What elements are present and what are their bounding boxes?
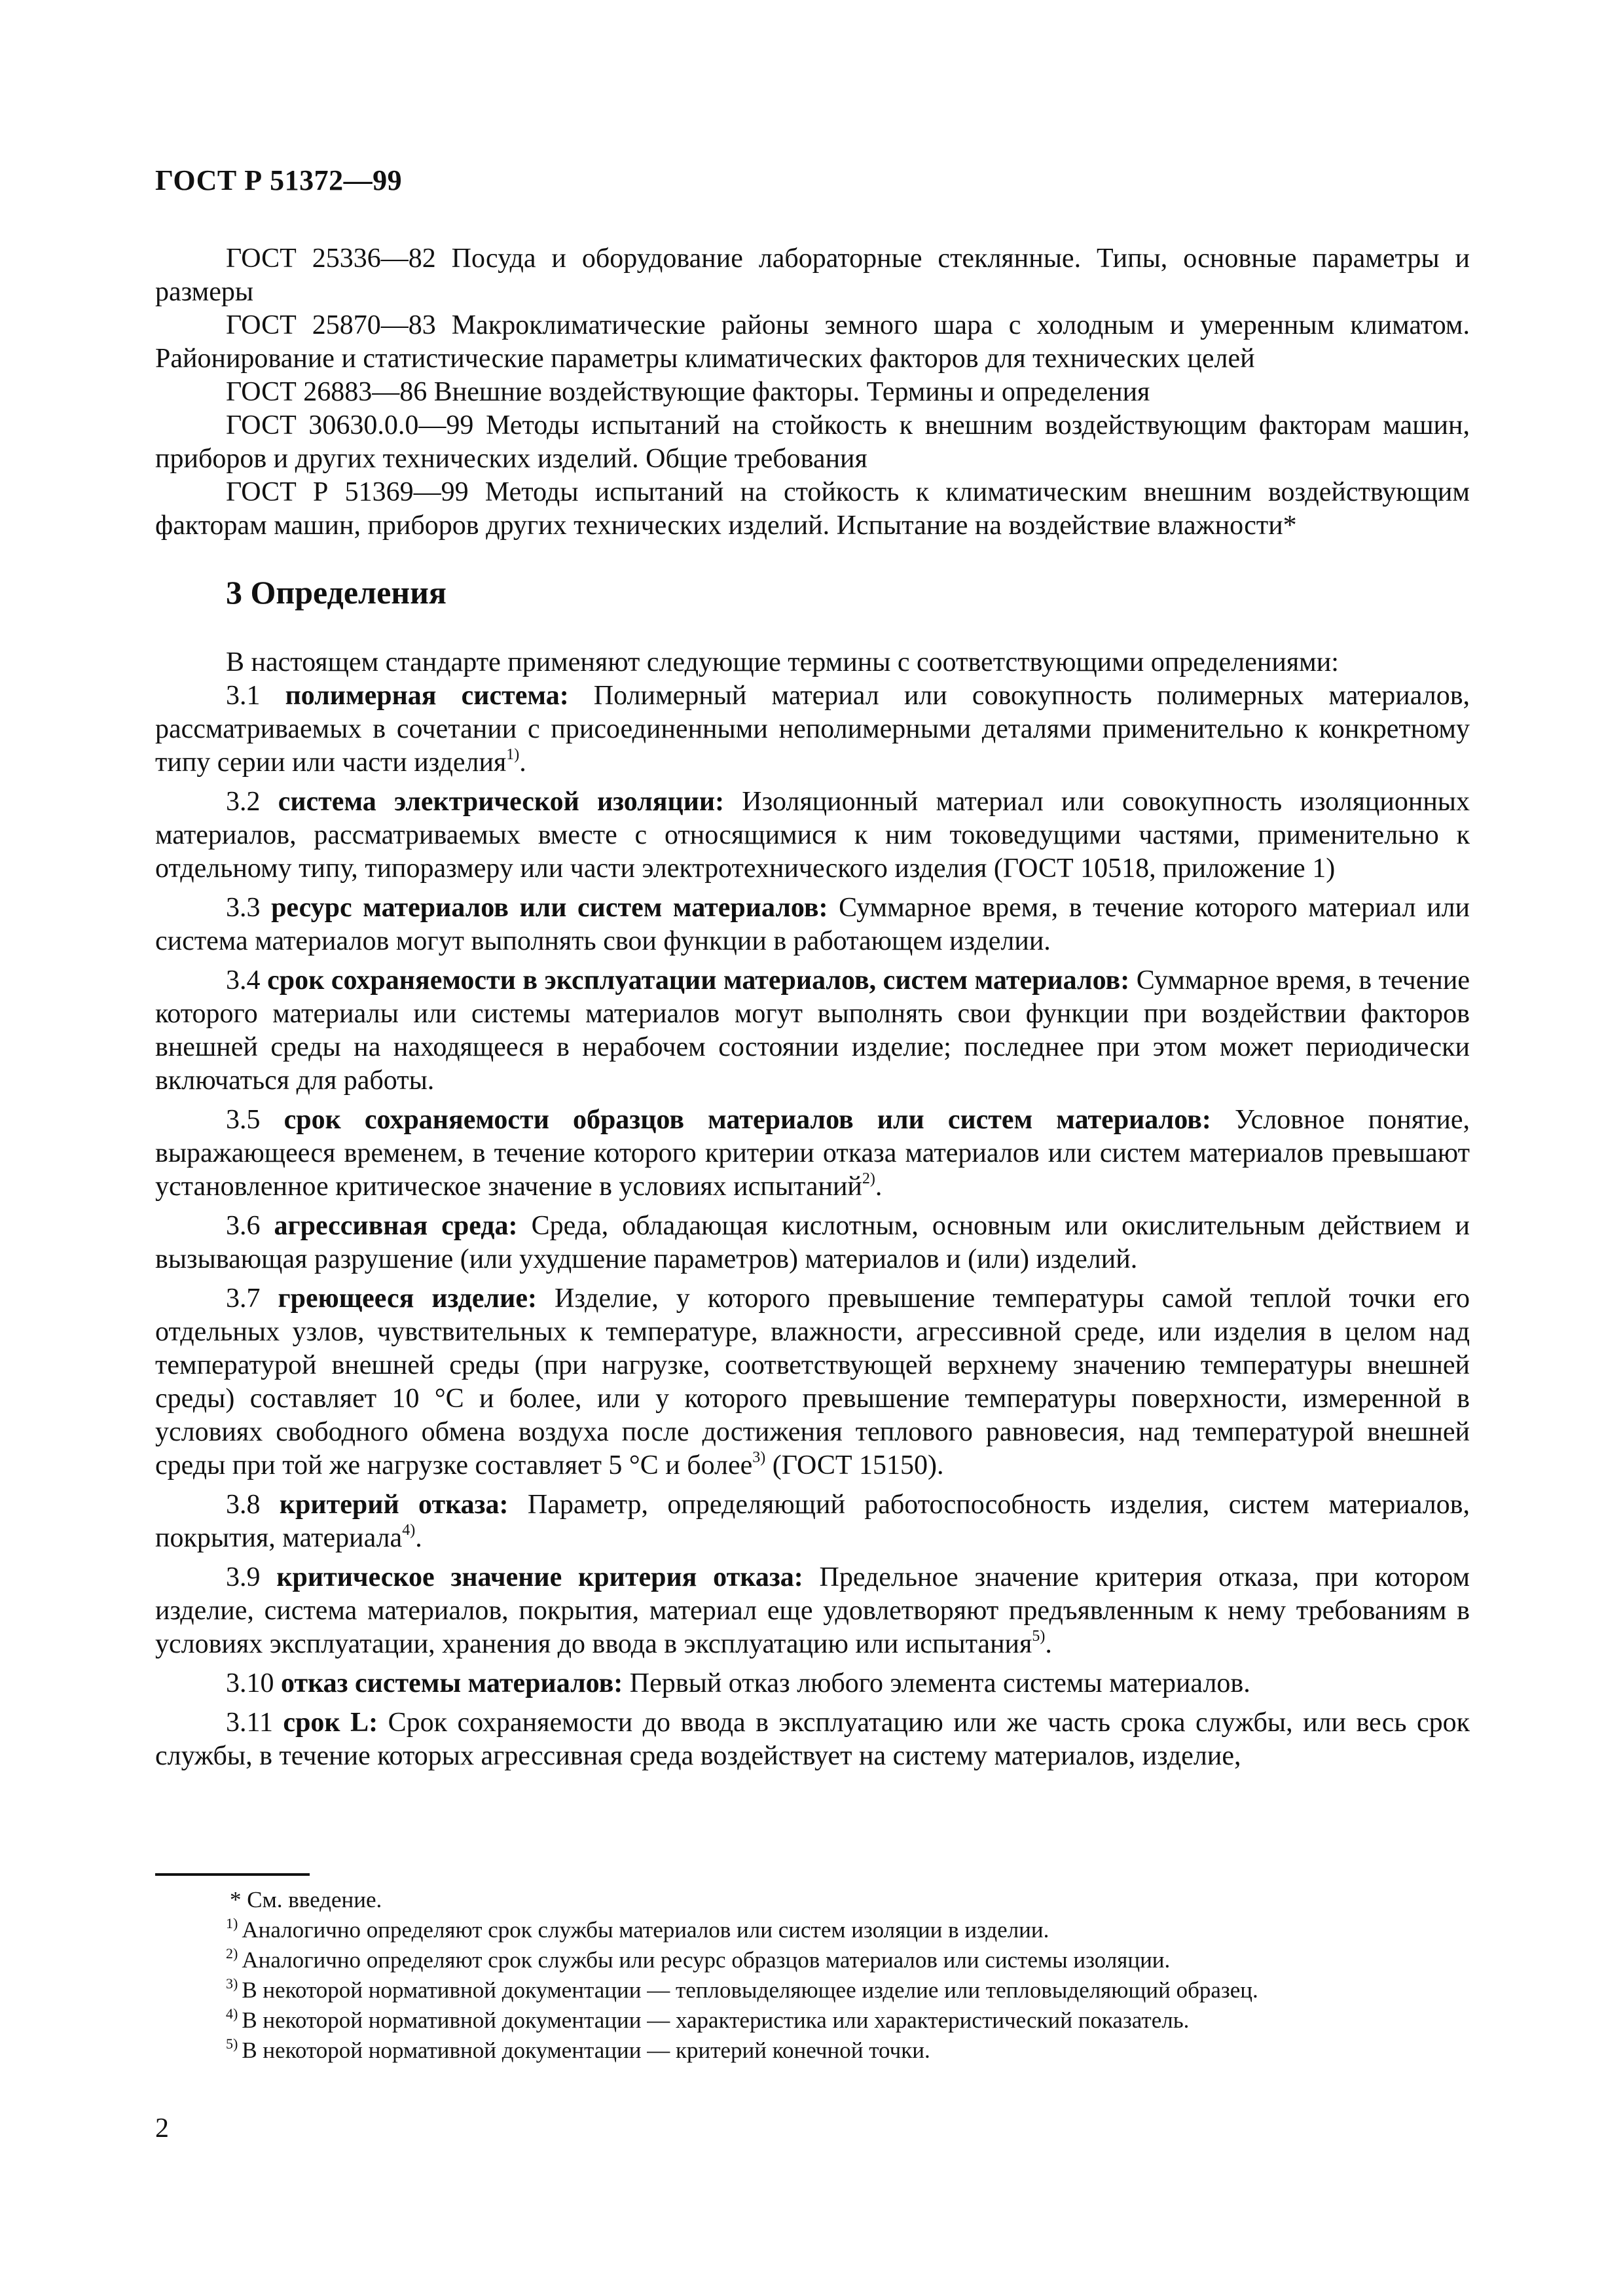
footnote-item [155,1885,1470,1915]
document-code-header: ГОСТ Р 51372—99 [155,164,403,196]
reference-item: ГОСТ 25336—82 Посуда и оборудование лабораторные стеклянные. Типы, основные параметры и размеры [155,243,1470,307]
definition-number: 3.9 [226,1562,261,1592]
definition-number: 3.2 [226,787,261,817]
definition-term: срок сохраняемости в эксплуатации материалов, систем материалов: [267,965,1130,996]
definition-term: срок сохраняемости образцов материалов или систем материалов: [283,1105,1211,1135]
definition-text: Условное понятие, выражающееся временем, в течение которого критерии отказа материалов или систем материалов превышают установленное критическое значение в условиях испытаний [155,1105,1470,1202]
footnote-item [155,2036,1470,2066]
definition-number: 3.1 [226,681,261,711]
definition-tail: . [519,747,526,778]
footnote-text: В некоторой нормативной документации — критерий конечной точки. [242,2037,930,2063]
definition-text: Параметр, определяющий работоспособность изделия, систем материалов, покрытия, материала [155,1490,1470,1553]
section-intro: В настоящем стандарте применяют следующие термины с соответствующими определениями: [226,647,1339,677]
footnote-item [155,1975,1470,2005]
footnote-text: Аналогично определяют срок службы или ресурс образцов материалов или системы изоляции. [242,1947,1171,1973]
reference-item: ГОСТ 26883—86 Внешние воздействующие факторы. Термины и определения [226,377,1150,407]
definition-tail: . [875,1172,883,1202]
definition-number: 3.3 [226,893,261,923]
definition-term: срок L: [283,1708,378,1738]
footnotes [155,1885,1470,2066]
footnote-item [155,1945,1470,1975]
definition-text: Суммарное время, в течение которого материал или система материалов могут выполнять свои функции в работающем изделии. [155,893,1470,956]
definition-tail: (ГОСТ 15150). [765,1450,944,1480]
definition-term: ресурс материалов или систем материалов: [271,893,828,923]
definition-term: греющееся изделие: [278,1283,537,1314]
definition-number: 3.7 [226,1283,261,1314]
footnote-mark: 4) [226,2005,238,2022]
definition-text: Среда, обладающая кислотным, основным или окислительным действием и вызывающая разрушение (или ухудшение параметров) материалов и (или) изделий. [155,1211,1470,1274]
definition-number: 3.11 [226,1708,273,1738]
definition-item [155,1103,1470,1204]
footnote-text: В некоторой нормативной документации — характеристика или характеристический показатель. [242,2007,1190,2033]
definition-number: 3.5 [226,1105,261,1135]
definition-number: 3.8 [226,1490,261,1520]
footnote-ref: 5) [1032,1628,1046,1645]
footnote-item [155,2005,1470,2036]
definition-item [155,785,1470,886]
definition-item [155,1282,1470,1482]
definition-number: 3.10 [226,1668,274,1698]
definition-tail: . [1045,1629,1052,1659]
footnote-item [155,1915,1470,1945]
footnote-mark: 2) [226,1945,238,1962]
footnote-ref: 2) [862,1170,875,1187]
definition-item [155,891,1470,958]
reference-item: ГОСТ 25870—83 Макроклиматические районы земного шара с холодным и умеренным климатом. Районирование и статистические параметры климатических факторов для технических целей [155,310,1470,374]
definition-item [155,1706,1470,1773]
footnote-mark: 3) [226,1975,238,1992]
definition-item [155,1561,1470,1661]
definition-term: критическое значение критерия отказа: [276,1562,803,1592]
section-title: 3 Определения [226,574,447,611]
footnote-ref: 1) [506,746,520,763]
definition-term: система электрической изоляции: [278,787,725,817]
footnote-text: Аналогично определяют срок службы материалов или систем изоляции в изделии. [242,1917,1049,1943]
reference-item: ГОСТ 30630.0.0—99 Методы испытаний на стойкость к внешним воздействующим факторам машин, приборов и других технических изделий. Общие требования [155,410,1470,474]
definition-item [155,1667,1470,1700]
definition-text: Изоляционный материал или совокупность изоляционных материалов, рассматриваемых вместе с относящимися к ним токоведущими частями, применительно к отдельному типу, типоразмеру или части электротехнического изделия (ГОСТ 10518, приложение 1) [155,787,1470,884]
definition-number: 3.4 [226,965,261,996]
footnote-text: * См. введение. [230,1887,382,1912]
definition-item [155,1488,1470,1555]
definition-text: Суммарное время, в течение которого материалы или системы материалов могут выполнять свои функции при воздействии факторов внешней среды на находящееся в нерабочем состоянии изделие; последнее при этом может периодически включаться для работы. [155,965,1470,1096]
footnote-separator [155,1873,310,1876]
definition-term: агрессивная среда: [274,1211,518,1241]
footnote-ref: 4) [402,1522,416,1539]
definition-item [155,1210,1470,1276]
definition-tail: . [415,1523,422,1553]
footnote-text: В некоторой нормативной документации — тепловыделяющее изделие или тепловыделяющий образец. [242,1977,1258,2003]
definition-text: Первый отказ любого элемента системы материалов. [629,1668,1250,1698]
definition-text: Полимерный материал или совокупность полимерных материалов, рассматриваемых в сочетании с присоединенными неполимерными деталями применительно к конкретному типу серии или части изделия [155,681,1470,778]
definition-text: Срок сохраняемости до ввода в эксплуатацию или же часть срока службы, или весь срок службы, в течение которых агрессивная среда воздействует на систему материалов, изделие, [155,1708,1470,1771]
definition-term: критерий отказа: [279,1490,509,1520]
definition-number: 3.6 [226,1211,261,1241]
definition-text: Изделие, у которого превышение температуры самой теплой точки его отдельных узлов, чувствительных к температуре, влажности, агрессивной среде, или изделия в целом над температурой внешней среды (при нагрузке, соответствующей верхнему значению температуры внешней среды) составляет 10 °С и более, или у которого превышение температуры поверхности, измеренной в условиях свободного обмена воздуха после достижения теплового равновесия, над температурой внешней среды при той же нагрузке составляет 5 °С и более [155,1283,1470,1480]
footnote-mark: 5) [226,2036,238,2052]
footnote-mark: 1) [226,1915,238,1931]
definition-text: Предельное значение критерия отказа, при котором изделие, система материалов, покрытия, материал еще удовлетворяют предъявленным к нему требованиям в условиях эксплуатации, хранения до ввода в эксплуатацию или испытания [155,1562,1470,1659]
definition-item [155,964,1470,1098]
footnote-ref: 3) [752,1449,766,1466]
page-body [155,242,1470,1773]
definition-term: отказ системы материалов: [281,1668,623,1698]
definition-term: полимерная система: [285,681,569,711]
reference-item: ГОСТ Р 51369—99 Методы испытаний на стойкость к климатическим внешним воздействующим факторам машин, приборов других технических изделий. Испытание на воздействие влажности* [155,477,1470,541]
definition-item [155,679,1470,780]
page-number: 2 [155,2113,169,2144]
